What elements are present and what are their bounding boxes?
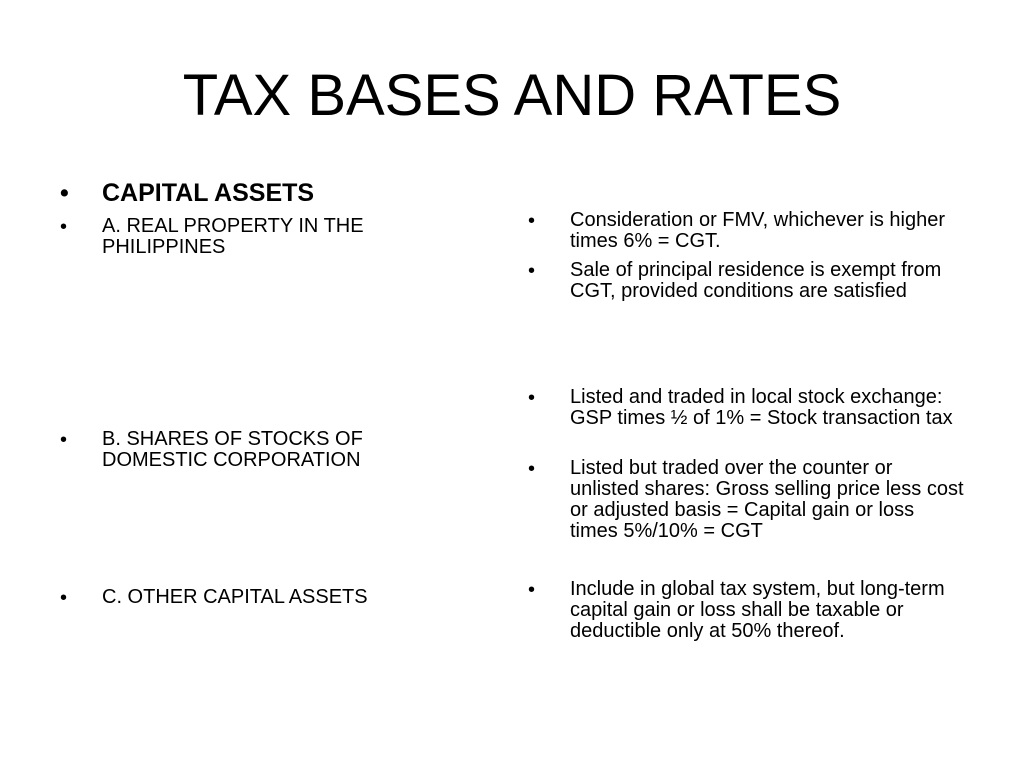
bullet-icon: •	[528, 579, 536, 601]
list-item-text: Sale of principal residence is exempt from CGT, provided conditions are satisfied	[570, 259, 942, 302]
list-item-text: A. REAL PROPERTY IN THE PHILIPPINES	[102, 215, 364, 258]
list-item-text: Listed and traded in local stock exchange: GSP times ½ of 1% = Stock transaction tax	[570, 386, 953, 429]
list-item-consideration	[528, 210, 965, 252]
list-item-text: C. OTHER CAPITAL ASSETS	[102, 586, 368, 608]
bullet-icon: •	[60, 587, 68, 609]
capital-assets-heading	[60, 180, 432, 207]
list-item-listed-traded	[528, 387, 965, 429]
bullet-icon: •	[528, 458, 536, 480]
bullet-icon: •	[528, 210, 536, 232]
list-item-text: B. SHARES OF STOCKS OF DOMESTIC CORPORATION	[102, 428, 363, 471]
bullet-icon: •	[528, 260, 536, 282]
list-item-principal-residence	[528, 260, 965, 302]
list-item-text: Listed but traded over the counter or unlisted shares: Gross selling price less cost or adjusted basis = Capital gain or loss times 5%/10% = CGT	[570, 457, 964, 542]
list-item-shares	[60, 429, 432, 471]
bullet-icon: •	[60, 429, 68, 451]
list-item-global-tax	[528, 579, 965, 642]
heading-text: CAPITAL ASSETS	[102, 179, 315, 207]
list-item-other-assets	[60, 587, 432, 609]
bullet-icon: •	[528, 387, 536, 409]
bullet-icon: •	[60, 179, 69, 207]
list-item-real-property	[60, 216, 432, 258]
bullet-icon: •	[60, 216, 68, 238]
list-item-text: Consideration or FMV, whichever is higher times 6% = CGT.	[570, 209, 945, 252]
list-item-over-the-counter	[528, 458, 965, 542]
slide-title: TAX BASES AND RATES	[182, 63, 842, 128]
list-item-text: Include in global tax system, but long-term capital gain or loss shall be taxable or deductible only at 50% thereof.	[570, 578, 945, 642]
